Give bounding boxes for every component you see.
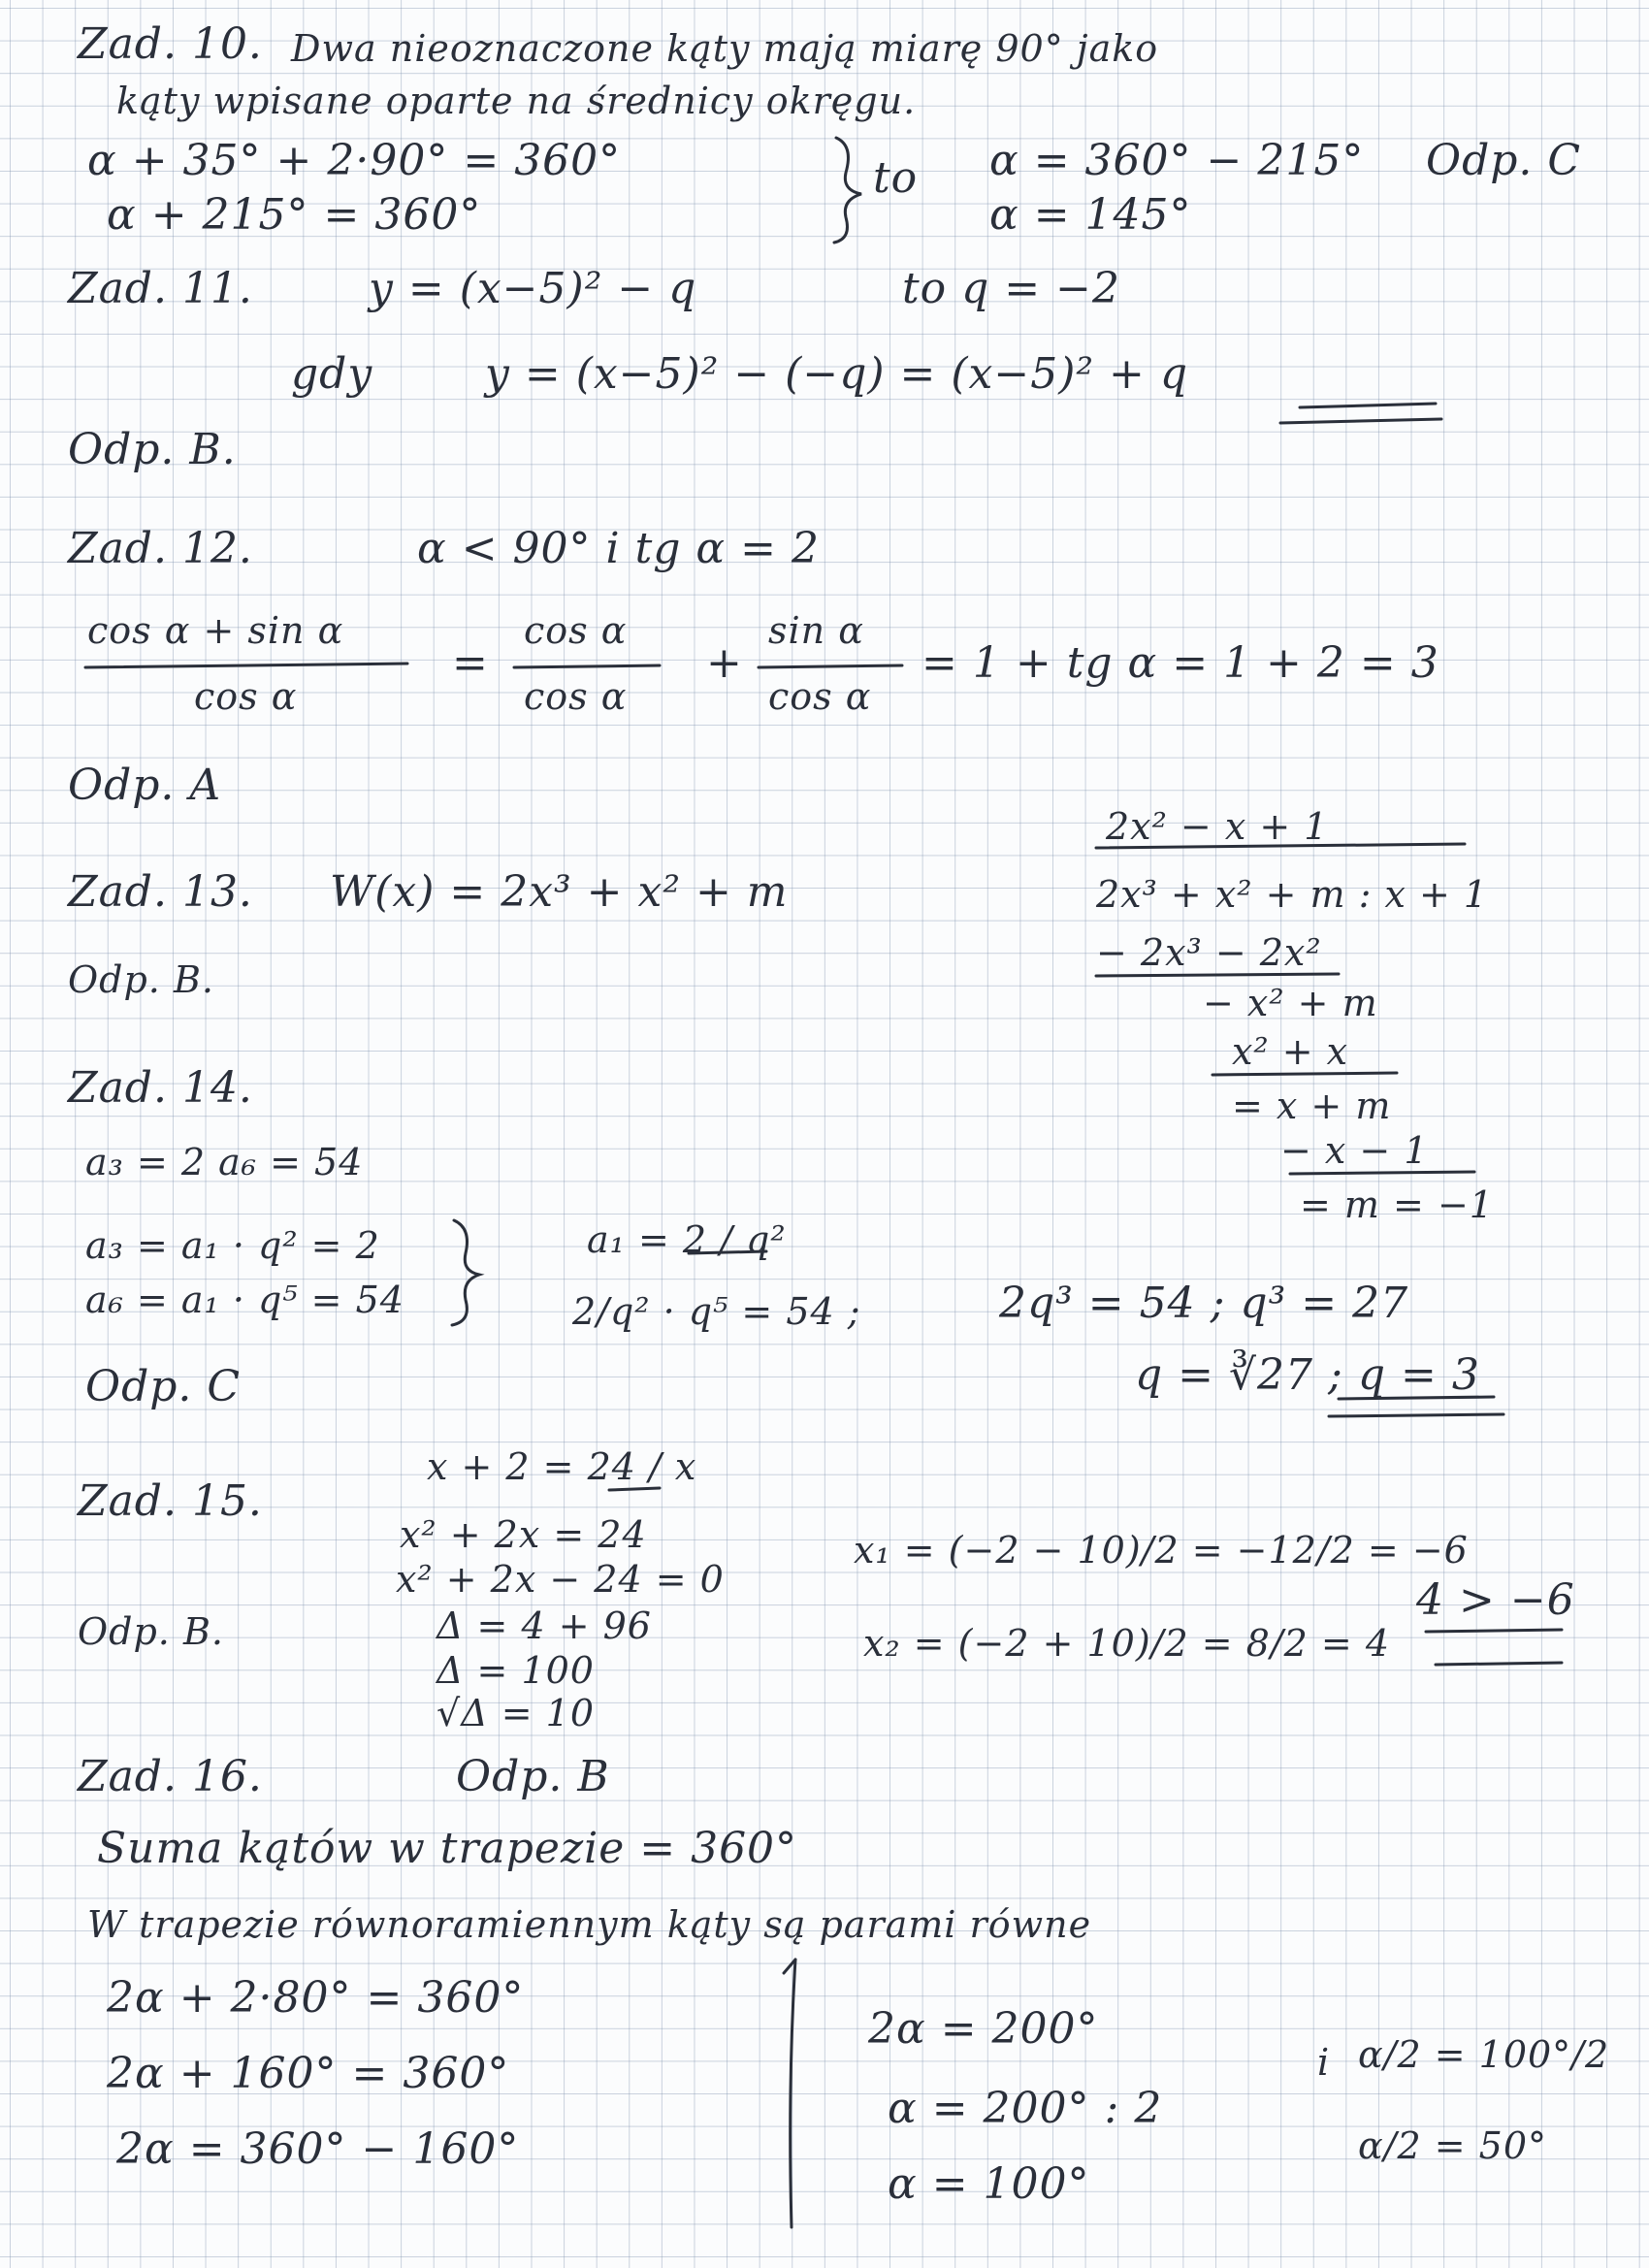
task-10-equation-2: α + 215° = 360° bbox=[107, 190, 482, 240]
task-14-substitution: 2/q² · q⁵ = 54 ; bbox=[572, 1290, 861, 1333]
task-13-division-remainder: = m = −1 bbox=[1300, 1183, 1494, 1226]
task-12-header: Zad. 12. bbox=[68, 524, 253, 573]
task-16-left-2: 2α + 160° = 360° bbox=[107, 2049, 510, 2098]
task-14-system-1: a₃ = a₁ · q² = 2 bbox=[85, 1224, 380, 1267]
task-14-a1-fraction-bar bbox=[689, 1251, 766, 1253]
task-16-half-1: α/2 = 100°/2 bbox=[1358, 2033, 1610, 2076]
task-16-and: i bbox=[1317, 2041, 1331, 2084]
task-12-answer: Odp. A bbox=[68, 761, 222, 810]
task-14-answer: Odp. C bbox=[85, 1362, 242, 1411]
task-15-underline-2 bbox=[1436, 1663, 1562, 1665]
task-12-fraction-2-numerator: cos α bbox=[524, 609, 628, 652]
task-11-equation-1: y = (x−5)² − q bbox=[369, 264, 697, 313]
task-12-fraction-3-numerator: sin α bbox=[768, 609, 864, 652]
task-12-fraction-1-denominator: cos α bbox=[194, 675, 298, 718]
task-14-result-2: q = ∛27 ; q = 3 bbox=[1135, 1350, 1480, 1400]
task-13-quotient-bar bbox=[1096, 844, 1465, 848]
task-11-answer: Odp. B. bbox=[68, 425, 237, 474]
task-11-header: Zad. 11. bbox=[68, 264, 253, 313]
task-12-result: = 1 + tg α = 1 + 2 = 3 bbox=[922, 638, 1439, 688]
task-13-division-step-1: − 2x³ − 2x² bbox=[1096, 931, 1322, 974]
task-13-division-dividend: 2x³ + x² + m : x + 1 bbox=[1096, 873, 1489, 916]
task-14-underline-1 bbox=[1339, 1397, 1494, 1399]
task-13-header: Zad. 13. bbox=[68, 867, 253, 917]
task-16-answer: Odp. B bbox=[456, 1752, 610, 1801]
task-13-division-bar-2 bbox=[1212, 1073, 1397, 1075]
task-12-fraction-2-denominator: cos α bbox=[524, 675, 628, 718]
task-12-fraction-1-numerator: cos α + sin α bbox=[87, 609, 344, 652]
task-13-division-step-5: − x − 1 bbox=[1280, 1129, 1429, 1172]
task-11-equation-2-prefix: gdy bbox=[291, 349, 373, 399]
task-11-underline-1 bbox=[1300, 404, 1436, 407]
task-14-underline-2 bbox=[1329, 1414, 1504, 1416]
task-16-right-1: 2α = 200° bbox=[868, 2004, 1099, 2054]
task-14-system-2: a₆ = a₁ · q⁵ = 54 bbox=[85, 1279, 404, 1321]
task-14-a1: a₁ = 2 / q² bbox=[587, 1218, 787, 1261]
task-12-condition: α < 90° i tg α = 2 bbox=[417, 524, 820, 573]
task-12-fraction-bar-1 bbox=[85, 664, 407, 667]
task-15-line-4: Δ = 4 + 96 bbox=[436, 1604, 652, 1647]
task-15-line-2: x² + 2x = 24 bbox=[400, 1513, 647, 1556]
task-15-line-5: Δ = 100 bbox=[436, 1649, 595, 1692]
task-14-brace bbox=[452, 1220, 479, 1325]
task-15-x1: x₁ = (−2 − 10)/2 = −12/2 = −6 bbox=[854, 1529, 1469, 1571]
task-10-header: Zad. 10. bbox=[78, 19, 263, 69]
task-10-text-line-2: kąty wpisane oparte na średnicy okręgu. bbox=[116, 80, 917, 122]
task-13-division-quotient: 2x² − x + 1 bbox=[1106, 805, 1329, 848]
task-13-division-step-2: − x² + m bbox=[1203, 982, 1378, 1024]
task-13-equation: W(x) = 2x³ + x² + m bbox=[330, 867, 789, 917]
task-10-equation-1: α + 35° + 2·90° = 360° bbox=[87, 136, 622, 185]
task-13-division-step-4: = x + m bbox=[1232, 1085, 1392, 1127]
task-10-brace bbox=[834, 138, 861, 243]
task-12-fraction-bar-3 bbox=[759, 665, 902, 667]
task-11-equation-2: y = (x−5)² − (−q) = (x−5)² + q bbox=[485, 349, 1189, 399]
task-10-equation-4: α = 145° bbox=[989, 190, 1192, 240]
task-10-then: to bbox=[873, 153, 919, 203]
task-11-condition: to q = −2 bbox=[902, 264, 1121, 313]
task-16-left-3: 2α = 360° − 160° bbox=[116, 2124, 520, 2174]
task-15-header: Zad. 15. bbox=[78, 1476, 263, 1526]
task-15-fraction-bar-x bbox=[609, 1488, 660, 1490]
task-10-equation-3: α = 360° − 215° bbox=[989, 136, 1365, 185]
task-12-plus: + bbox=[706, 638, 743, 688]
task-15-line-1: x + 2 = 24 / x bbox=[427, 1445, 697, 1488]
task-13-answer: Odp. B. bbox=[68, 958, 214, 1001]
task-12-fraction-bar-2 bbox=[514, 665, 660, 667]
task-16-left-1: 2α + 2·80° = 360° bbox=[107, 1973, 525, 2023]
task-16-half-2: α/2 = 50° bbox=[1358, 2124, 1547, 2167]
task-15-answer: Odp. B. bbox=[78, 1610, 224, 1653]
task-13-division-bar-3 bbox=[1290, 1172, 1474, 1174]
task-13-division-step-3: x² + x bbox=[1232, 1030, 1349, 1073]
task-15-underline-1 bbox=[1426, 1630, 1562, 1632]
task-15-x2: x₂ = (−2 + 10)/2 = 8/2 = 4 bbox=[863, 1622, 1390, 1665]
task-15-line-6: √Δ = 10 bbox=[436, 1692, 596, 1734]
task-11-underline-2 bbox=[1280, 419, 1441, 423]
task-16-right-2: α = 200° : 2 bbox=[888, 2084, 1163, 2133]
task-13-division-bar-1 bbox=[1096, 974, 1339, 976]
task-15-comparison: 4 > −6 bbox=[1416, 1575, 1575, 1625]
task-14-given: a₃ = 2 a₆ = 54 bbox=[85, 1141, 364, 1183]
task-12-fraction-3-denominator: cos α bbox=[768, 675, 872, 718]
task-15-line-3: x² + 2x − 24 = 0 bbox=[396, 1558, 725, 1601]
task-16-right-3: α = 100° bbox=[888, 2159, 1090, 2209]
task-16-header: Zad. 16. bbox=[78, 1752, 263, 1801]
task-12-equals: = bbox=[452, 638, 489, 688]
task-10-answer: Odp. C bbox=[1426, 136, 1582, 185]
task-14-result-1: 2q³ = 54 ; q³ = 27 bbox=[999, 1279, 1409, 1328]
task-16-divider bbox=[791, 1960, 795, 2227]
task-10-text-line-1: Dwa nieoznaczone kąty mają miarę 90° jako bbox=[291, 27, 1159, 70]
task-16-text-line-1: Suma kątów w trapezie = 360° bbox=[97, 1824, 798, 1873]
task-14-header: Zad. 14. bbox=[68, 1063, 253, 1113]
task-16-text-line-2: W trapezie równoramiennym kąty są parami równe bbox=[87, 1903, 1092, 1946]
